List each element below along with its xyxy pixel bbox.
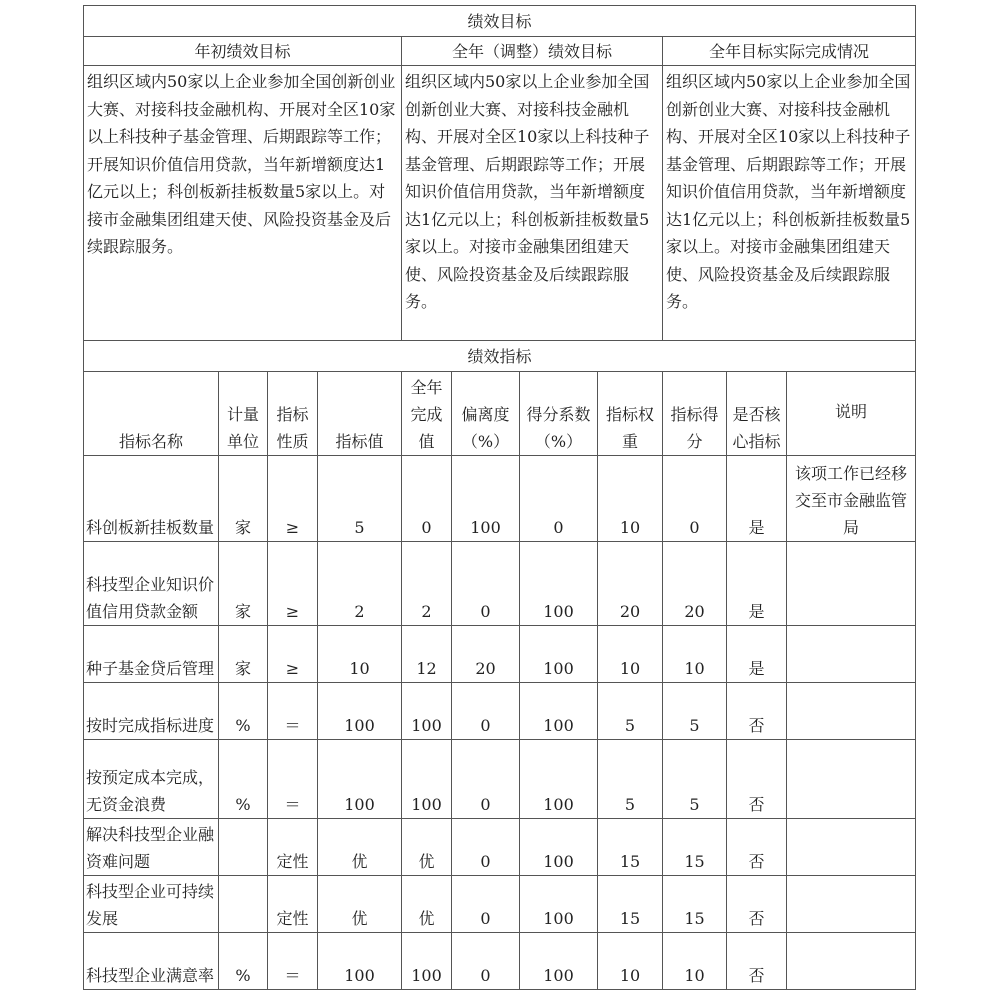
header-nature: 指标性质 — [268, 372, 318, 456]
cell-weight: 15 — [598, 819, 663, 876]
cell-nature: ＝ — [268, 740, 318, 819]
header-note: 说明 — [787, 372, 916, 456]
cell-actual: 100 — [402, 683, 452, 740]
cell-score: 0 — [663, 456, 727, 542]
cell-weight: 10 — [598, 456, 663, 542]
cell-core: 否 — [727, 933, 787, 990]
cell-unit — [219, 819, 268, 876]
cell-score: 15 — [663, 876, 727, 933]
cell-core: 是 — [727, 456, 787, 542]
cell-core: 否 — [727, 683, 787, 740]
cell-note — [787, 819, 916, 876]
cell-note — [787, 933, 916, 990]
cell-unit: 家 — [219, 542, 268, 626]
cell-note — [787, 740, 916, 819]
header-unit: 计量单位 — [219, 372, 268, 456]
cell-deviation: 0 — [452, 933, 520, 990]
header-deviation: 偏离度（%） — [452, 372, 520, 456]
cell-note — [787, 542, 916, 626]
performance-table — [83, 5, 916, 990]
cell-deviation: 0 — [452, 542, 520, 626]
cell-unit — [219, 876, 268, 933]
cell-value: 5 — [318, 456, 402, 542]
cell-nature: ≥ — [268, 626, 318, 683]
cell-coef: 100 — [520, 542, 598, 626]
cell-nature: 定性 — [268, 876, 318, 933]
cell-score: 15 — [663, 819, 727, 876]
cell-coef: 0 — [520, 456, 598, 542]
cell-nature: ＝ — [268, 933, 318, 990]
cell-nature: ≥ — [268, 542, 318, 626]
cell-core: 否 — [727, 876, 787, 933]
cell-value: 优 — [318, 876, 402, 933]
cell-value: 100 — [318, 740, 402, 819]
header-core: 是否核心指标 — [727, 372, 787, 456]
cell-core: 是 — [727, 626, 787, 683]
cell-core: 是 — [727, 542, 787, 626]
cell-name: 按时完成指标进度 — [84, 683, 219, 740]
table-row — [84, 740, 916, 819]
cell-value: 100 — [318, 933, 402, 990]
indicator-rows — [84, 456, 916, 990]
cell-score: 10 — [663, 933, 727, 990]
header-score: 指标得分 — [663, 372, 727, 456]
cell-nature: ≥ — [268, 456, 318, 542]
cell-value: 10 — [318, 626, 402, 683]
cell-actual: 100 — [402, 933, 452, 990]
cell-score: 10 — [663, 626, 727, 683]
cell-deviation: 20 — [452, 626, 520, 683]
cell-nature: 定性 — [268, 819, 318, 876]
cell-deviation: 100 — [452, 456, 520, 542]
cell-value: 100 — [318, 683, 402, 740]
cell-score: 5 — [663, 740, 727, 819]
cell-coef: 100 — [520, 819, 598, 876]
cell-value: 2 — [318, 542, 402, 626]
cell-name: 种子基金贷后管理 — [84, 626, 219, 683]
cell-nature: ＝ — [268, 683, 318, 740]
cell-note — [787, 626, 916, 683]
goal-text-adjusted: 组织区域内50家以上企业参加全国创新创业大赛、对接科技金融机构、开展对全区10家以上科技种子基金管理、后期跟踪等工作；开展知识价值信用贷款，当年新增额度达1亿元以上；科创板新挂板数量5家以上。对接市金融集团组建天使、风险投资基金及后续跟踪服务。 — [402, 66, 663, 341]
cell-actual: 优 — [402, 876, 452, 933]
cell-weight: 15 — [598, 876, 663, 933]
goal-header-adjusted: 全年（调整）绩效目标 — [402, 37, 663, 66]
cell-actual: 0 — [402, 456, 452, 542]
cell-actual: 12 — [402, 626, 452, 683]
cell-value: 优 — [318, 819, 402, 876]
cell-coef: 100 — [520, 740, 598, 819]
cell-name: 解决科技型企业融资难问题 — [84, 819, 219, 876]
cell-deviation: 0 — [452, 740, 520, 819]
header-weight: 指标权重 — [598, 372, 663, 456]
goal-header-initial: 年初绩效目标 — [84, 37, 402, 66]
cell-name: 科技型企业满意率 — [84, 933, 219, 990]
cell-score: 5 — [663, 683, 727, 740]
cell-name: 科技型企业知识价值信用贷款金额 — [84, 542, 219, 626]
cell-unit: 家 — [219, 456, 268, 542]
cell-note — [787, 683, 916, 740]
goals-section-title: 绩效目标 — [84, 6, 916, 37]
cell-name: 科创板新挂板数量 — [84, 456, 219, 542]
cell-deviation: 0 — [452, 819, 520, 876]
cell-actual: 2 — [402, 542, 452, 626]
cell-actual: 优 — [402, 819, 452, 876]
cell-weight: 20 — [598, 542, 663, 626]
goal-text-actual: 组织区域内50家以上企业参加全国创新创业大赛、对接科技金融机构、开展对全区10家以上科技种子基金管理、后期跟踪等工作；开展知识价值信用贷款，当年新增额度达1亿元以上；科创板新挂板数量5家以上。对接市金融集团组建天使、风险投资基金及后续跟踪服务。 — [663, 66, 916, 341]
cell-unit: % — [219, 740, 268, 819]
cell-deviation: 0 — [452, 876, 520, 933]
cell-score: 20 — [663, 542, 727, 626]
cell-weight: 10 — [598, 626, 663, 683]
cell-coef: 100 — [520, 683, 598, 740]
goal-text-initial: 组织区域内50家以上企业参加全国创新创业大赛、对接科技金融机构、开展对全区10家以上科技种子基金管理、后期跟踪等工作；开展知识价值信用贷款，当年新增额度达1亿元以上；科创板新挂板数量5家以上。对接市金融集团组建天使、风险投资基金及后续跟踪服务。 — [84, 66, 402, 341]
cell-name: 按预定成本完成，无资金浪费 — [84, 740, 219, 819]
indicators-section-title: 绩效指标 — [84, 341, 916, 372]
header-indicator-name: 指标名称 — [84, 372, 219, 456]
cell-note: 该项工作已经移交至市金融监管局 — [787, 456, 916, 542]
cell-weight: 5 — [598, 740, 663, 819]
cell-note — [787, 876, 916, 933]
cell-unit: 家 — [219, 626, 268, 683]
cell-actual: 100 — [402, 740, 452, 819]
goal-header-actual: 全年目标实际完成情况 — [663, 37, 916, 66]
cell-unit: % — [219, 933, 268, 990]
header-value: 指标值 — [318, 372, 402, 456]
table-row — [84, 456, 916, 542]
cell-coef: 100 — [520, 933, 598, 990]
cell-unit: % — [219, 683, 268, 740]
performance-table-frame — [83, 5, 915, 990]
cell-deviation: 0 — [452, 683, 520, 740]
cell-weight: 5 — [598, 683, 663, 740]
table-row — [84, 683, 916, 740]
table-row — [84, 819, 916, 876]
table-row — [84, 933, 916, 990]
table-row — [84, 542, 916, 626]
cell-weight: 10 — [598, 933, 663, 990]
table-row — [84, 876, 916, 933]
header-actual: 全年完成值 — [402, 372, 452, 456]
cell-core: 否 — [727, 740, 787, 819]
cell-coef: 100 — [520, 626, 598, 683]
table-row — [84, 626, 916, 683]
header-score-coefficient: 得分系数（%） — [520, 372, 598, 456]
cell-name: 科技型企业可持续发展 — [84, 876, 219, 933]
cell-core: 否 — [727, 819, 787, 876]
cell-coef: 100 — [520, 876, 598, 933]
